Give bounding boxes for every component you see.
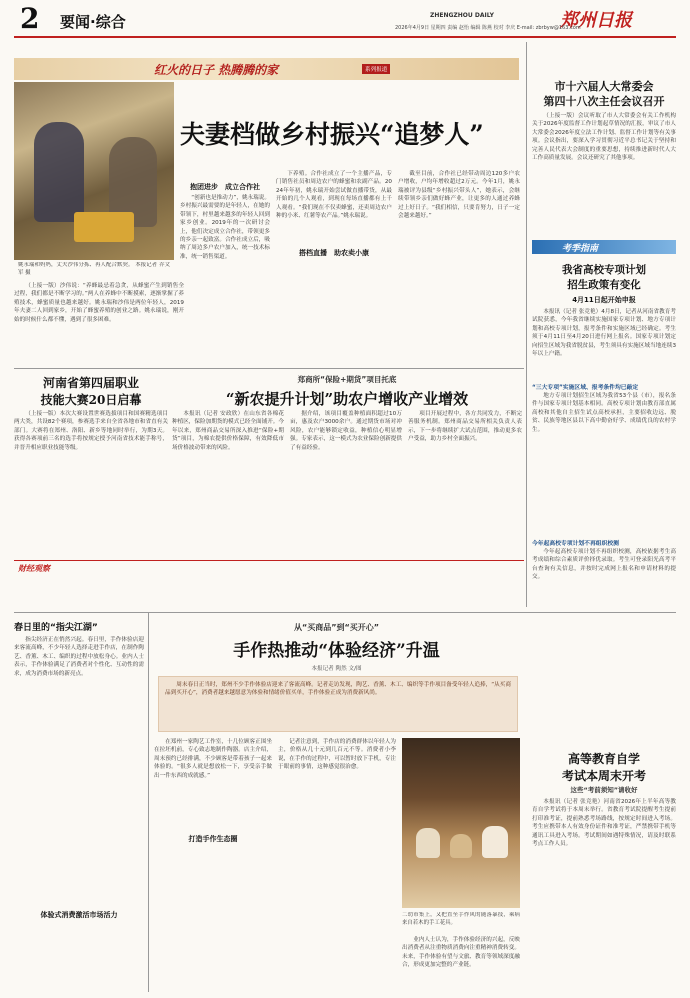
paper-name-en: ZHENGZHOU DAILY xyxy=(430,12,494,19)
section-title: 要闻·综合 xyxy=(60,13,126,31)
handmade-photo xyxy=(402,738,520,908)
farm-body-1-text: 本报讯（记者 安政欣）在山东省各棉花种植区，保险加期货的模式已经全面铺开。今年以来，郑州商品交易所深入推进“保险+期货”项目，为棉农提供价格保障，有效降低市场价格波动带来的风险。 xyxy=(172,411,284,451)
guancha-col-body xyxy=(14,636,144,906)
farm-body-3 xyxy=(408,410,522,558)
kaoji-subhead-2: 今年起高校专项计划不再组织校测 xyxy=(532,541,619,547)
college-body xyxy=(532,798,676,990)
kaoji-body-3 xyxy=(532,548,676,608)
vocational-title-2: 技能大赛20日启幕 xyxy=(40,393,142,407)
main-subhead-1: 抱团进步 成立合作社 xyxy=(190,183,260,191)
photo-honey xyxy=(74,212,134,242)
college-title-1: 高等教育自学 xyxy=(567,752,640,766)
main-col-2 xyxy=(180,194,270,366)
kaoji-tag: 考季指南 xyxy=(562,244,599,254)
photo-caption: 姚永瑞和妈妈，丈夫沙伟分拣、再人配合默契。 本报记者 乔文军 摄 xyxy=(18,262,170,276)
banner xyxy=(14,58,519,80)
kaoji-body-1-text: 本报讯（记者 张竞艳）4月8日，记者从河南省教育考试院获悉，今年我省继续实施国家专项计划、地方专项计划和高校专项计划，报考条件和实施区域已经确定。考生须于4月11日至4月20日进行网上报名。国家专项计划定向招生区域为我省脱贫县，考生须具有实施区域当地连续3年以上户籍。 xyxy=(532,309,676,358)
main-col-4 xyxy=(398,170,520,366)
photo-pottery-1 xyxy=(416,828,440,858)
main-headline: 夫妻档做乡村振兴“追梦人” xyxy=(180,120,484,149)
kaoji-title-1: 我省高校专项计划 xyxy=(562,264,646,276)
kaoji-body-2-text: 地方专项计划招生区域为我省53个县（市），报名条件与国家专项计划基本相同。高校专项计划由教育部直属高校和其他自主招生试点高校承担，主要招收边远、脱贫、民族等地区县以下高中勤奋好学、成绩优良的农村学生。 xyxy=(532,393,676,433)
paper-logo: 郑州日报 xyxy=(560,10,632,31)
handmade-col-3 xyxy=(402,936,520,992)
college-body-text: 本报讯（记者 张竞艳）河南省2026年上半年高等教育自学考试将于本周末举行。省教育考试院提醒考生提前打印准考证，提前熟悉考场路线，按规定时间进入考场。考生应携带本人有效身份证件和准考证，严禁携带手机等通讯工具进入考场。考试期间如遇特殊情况，请及时联系考点工作人员。 xyxy=(532,799,676,848)
main-col-3-text: 下养殖。合作社成立了一个主播产品，专门销售社员和周边农户的蜂蜜和农副产品。2024年年初，姚永瑞开始尝试做直播带货，从最开始的几个人观看，到现在每场直播都有上千人观看。“我们现在不仅卖蜂蜜，还卖周边农户种的小米、红薯等农产品。”姚永瑞说。 xyxy=(276,171,392,220)
main-subhead-2: 搭档直播 助农卖小康 xyxy=(276,248,392,258)
handmade-col-3-text: 业内人士认为，手作体验经济的兴起，反映出消费者从注重物质消费向注重精神消费转变。未来，手作体验有望与文旅、教育等领域深度融合，形成更加完整的产业链。 xyxy=(402,937,520,969)
main-col-1-text: （上接一版）沙伟说：“养蜂最忌着急贪，从蜂蜜产生到销售全过程，我们都是不断学习的。”两人在养蜂中不断摸索，逐渐掌握了养殖技术，蜂蜜质量也越来越好。姚永瑞和沙伟是两位年轻人，2019年夫妻二人回到家乡，开始了蜂蜜养殖的创业之路。姚永瑞说，刚开始的时候什么都不懂，遇到了很多困难。 xyxy=(14,283,184,323)
kaoji-subhead-1: “三大专项”实施区域、报考条件均已敲定 xyxy=(532,385,639,391)
npc-body-text: （上接一版）会议听取了市人大常委会有关工作机构关于2026年度监督工作计划起草情况的汇报，审议了市人大常委会2026年度立法工作计划、监督工作计划等有关事项。会议指出，要深入学习贯彻习近平总书记关于坚持和完善人民代表大会制度的重要思想，持续推进新时代人大工作高质量发展。会议还研究了其他事项。 xyxy=(532,113,676,162)
farm-body-3-text: 项目开展过程中，各方共同发力，不断完善服务机制。郑州商品交易所相关负责人表示，下一步将继续扩大试点范围，推动更多农户受益，助力乡村全面振兴。 xyxy=(408,411,522,443)
vocational-body-text: （上接一版）本次大赛设置世赛选拔项目和国赛精选项目两大类，共设82个赛项，参赛选手来自全省各地市和省直有关部门。大赛将在郑州、洛阳、新乡等地同时举行，为期3天。获得各赛项前三名的选手将按规定授予河南省技术能手称号，并晋升相应职业技能等级。 xyxy=(14,411,168,451)
main-col-1 xyxy=(14,282,184,366)
handmade-col-1-text: 在郑州一家陶艺工作室，十几位顾客正围坐在拉坯机前，专心致志地制作陶器。店主介绍，周末预约已经排满，不少顾客是带着孩子一起来体验的。“很多人就是想放松一下，享受亲手做出一件东西的成就感。” xyxy=(154,739,272,779)
handmade-photo-caption: 二幼市集上，又把直至手作风的随落暴技，乘病来自若木的手工花具。 xyxy=(402,912,520,926)
kaoji-body-1 xyxy=(532,308,676,378)
guancha-bar xyxy=(14,560,524,574)
banner-tag: 系列报道 xyxy=(362,64,390,74)
handmade-lead-text: 周末春日正当时，郑州不少手作体验店迎来了客流高峰。记者走访发现，陶艺、香薰、木工、编织等手作项目备受年轻人追捧，“从买商品到买开心”，消费者越来越愿意为体验和情绪价值买单，手作体验正成为消费新风尚。 xyxy=(165,682,511,697)
photo-figure-1 xyxy=(34,122,84,222)
guancha-col-body-text: 指尖经济正在悄然兴起。春日里，手作体验店迎来客流高峰，不少年轻人选择走进手作店，在制作陶艺、香薰、木工、编织的过程中放松身心。业内人士表示，手作体验满足了消费者对个性化、互动性的需求，成为消费市场的新亮点。 xyxy=(14,637,144,677)
farm-title: “新农提升计划”助农户增收产业增效 xyxy=(225,390,469,408)
handmade-byline: 本报记者 陶然 文/图 xyxy=(311,666,362,672)
farm-body-1 xyxy=(172,410,284,558)
kaoji-body-3-text: 今年起高校专项计划不再组织校测，高校依据考生高考成绩和综合素质评价择优录取。考生可登录阳光高考平台查询有关信息，并按时完成网上报名和申请材料的提交。 xyxy=(532,549,676,581)
main-col-3 xyxy=(276,170,392,366)
college-title-2: 考试本周末开考 xyxy=(561,769,646,783)
npc-title-2: 第四十八次主任会议召开 xyxy=(543,95,665,108)
farm-body-2-text: 据介绍，该项目覆盖种植面积超过10万亩，惠及农户3000余户。通过期货市场对冲风险，农户能够锁定收益，种植信心明显增强。专家表示，这一模式为农业保险创新提供了有益经验。 xyxy=(290,411,402,451)
kaoji-body-2 xyxy=(532,392,676,534)
main-col-4-text: 截至目前，合作社已经带动周边120多户农户增收，户均年增收超过2万元。今年1月，姚永瑞被评为县级“乡村振兴带头人”，她表示，会继续带领乡亲们做好蜂产业，让更多的人通过养蜂过上好日子。“我们相信，只要肯努力，日子一定会越来越好。” xyxy=(398,171,520,220)
main-col-2-text: “创新也是推动力”，姚永瑞说。乡村振兴最需要的是年轻人，在她的带领下，村里越来越多的年轻人回到家乡创业。2019年的一次研讨会上，他们决定成立合作社，带领更多的乡亲一起致富。合作社成立后，吸纳了周边多户农户加入，统一技术标准，统一销售渠道。 xyxy=(180,195,270,260)
kaoji-banner xyxy=(532,240,676,254)
farm-body-2 xyxy=(290,410,402,558)
guancha-subhead: 体验式消费激活市场活力 xyxy=(40,911,118,919)
farm-kicker: 郑商所“保险+期货”项目托底 xyxy=(297,375,397,384)
college-sub: 这些“考前须知”请收好 xyxy=(570,786,638,794)
handmade-kicker: 从“买商品”到“买开心” xyxy=(293,623,380,632)
page-number: 2 xyxy=(20,2,40,35)
guancha-col-title: 春日里的“指尖江湖” xyxy=(14,623,98,633)
photo-pottery-2 xyxy=(450,834,472,858)
photo-pottery-3 xyxy=(482,826,508,858)
handmade-lead-box xyxy=(158,676,518,732)
vocational-body xyxy=(14,410,168,558)
kaoji-title-2: 招生政策有变化 xyxy=(567,279,641,291)
handmade-col-2-text: 记者注意到，手作店的消费群体以年轻人为主，价格从几十元到几百元不等。消费者小李说，在手作的过程中，可以暂时放下手机，专注于眼前的事情，这种感觉很治愈。 xyxy=(278,739,396,771)
banner-slogan: 红火的日子 热腾腾的家 xyxy=(154,63,279,77)
main-photo xyxy=(14,82,174,260)
npc-title-1: 市十六届人大常委会 xyxy=(554,80,654,93)
handmade-col-2 xyxy=(278,738,396,988)
kaoji-date: 4月11日起开始申报 xyxy=(572,296,636,304)
handmade-lead xyxy=(165,681,511,729)
handmade-title: 手作热推动“体验经济”升温 xyxy=(233,641,440,661)
vocational-title-1: 河南省第四届职业 xyxy=(42,376,139,390)
handmade-subhead: 打造手作生态圈 xyxy=(154,834,272,844)
masthead xyxy=(0,0,690,38)
npc-body xyxy=(532,112,676,232)
handmade-col-1 xyxy=(154,738,272,988)
date-line: 2026年4月9日 星期四 责编 赵怡 编辑 陈燕 校对 李庆 E-mail: zbrbyw@163.com xyxy=(395,25,581,31)
guancha-tag: 财经观察 xyxy=(18,564,50,573)
